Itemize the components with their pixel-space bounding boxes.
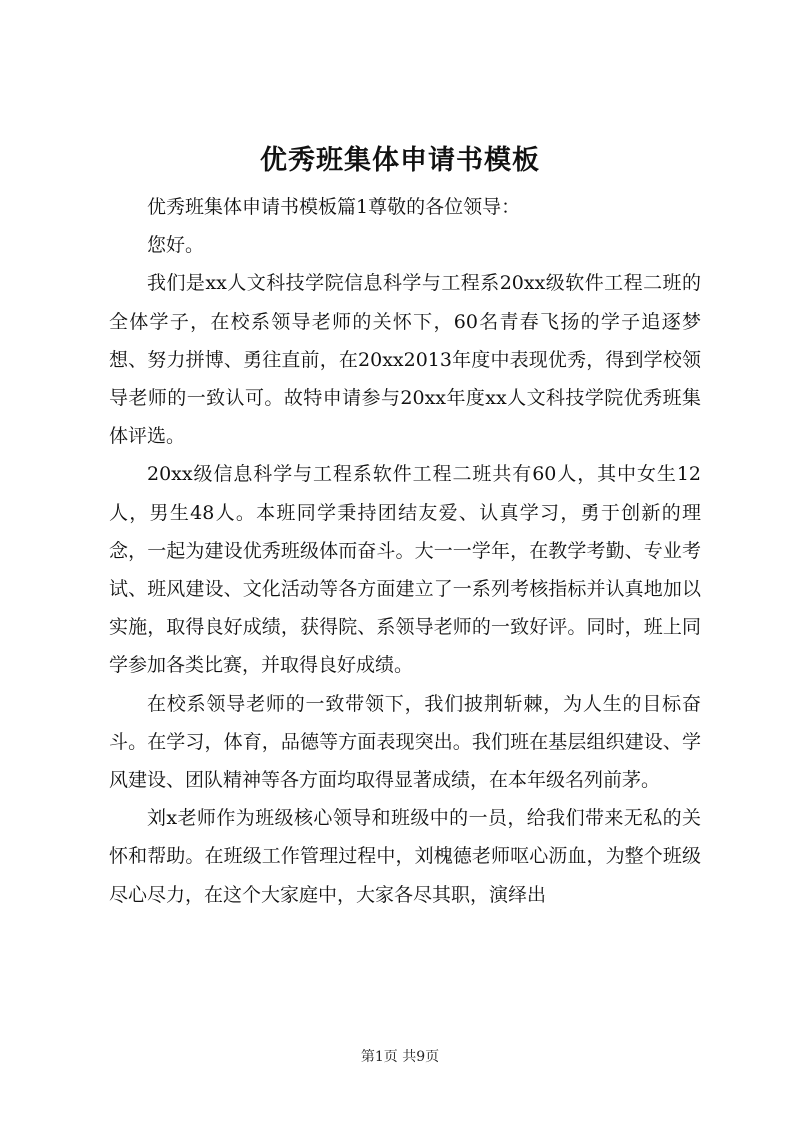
paragraph-achievements: 在校系领导老师的一致带领下，我们披荆斩棘，为人生的目标奋斗。在学习，体育，品德等方面表现突出。我们班在基层组织建设、学风建设、团队精神等各方面均取得显著成绩，在本年级名列前茅。 <box>109 692 701 792</box>
paragraph-introduction: 我们是xx人文科技学院信息科学与工程系20xx级软件工程二班的全体学子，在校系领导老师的关怀下，60名青春飞扬的学子追逐梦想、努力拼博、勇往直前，在20xx2013年度中表现优秀，得到学校领导老师的一致认可。故特申请参与20xx年度xx人文科技学院优秀班集体评选。 <box>109 272 701 448</box>
document-title: 优秀班集体申请书模板 <box>260 145 540 176</box>
paragraph-teacher: 刘x老师作为班级核心领导和班级中的一员，给我们带来无私的关怀和帮助。在班级工作管理过程中，刘槐德老师呕心沥血，为整个班级尽心尽力，在这个大家庭中，大家各尽其职，演绎出 <box>109 807 701 906</box>
page-number: 第1页 共9页 <box>360 1049 440 1065</box>
paragraph-salutation: 优秀班集体申请书模板篇1尊敬的各位领导： <box>147 196 521 218</box>
paragraph-greeting: 您好。 <box>147 234 205 257</box>
paragraph-class-overview: 20xx级信息科学与工程系软件工程二班共有60人，其中女生12人，男生48人。本班同学秉持团结友爱、认真学习，勇于创新的理念，一起为建设优秀班级体而奋斗。大一一学年，在教学考勤、专业考试、班风建设、文化活动等各方面建立了一系列考核指标并认真地加以实施，取得良好成绩，获得院、系领导老师的一致好评。同时，班上同学参加各类比赛，并取得良好成绩。 <box>109 463 701 677</box>
document-body <box>109 188 701 914</box>
